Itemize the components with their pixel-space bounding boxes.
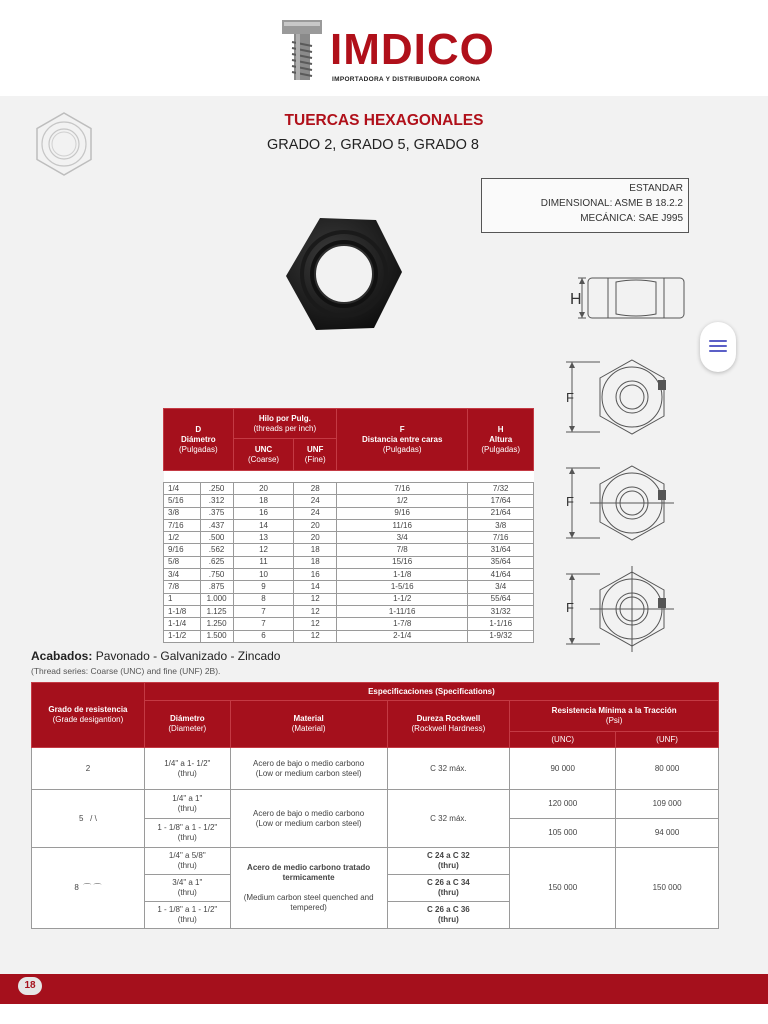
footer — [0, 974, 768, 1024]
col-diameter: D Diámetro (Pulgadas) — [164, 409, 234, 471]
table-cell: 8 — [233, 593, 294, 605]
tensile-unc-cell: 105 000 — [510, 819, 616, 848]
table-row — [164, 495, 534, 507]
label-f1: F — [566, 390, 574, 405]
standard-mechanical: MECÁNICA: SAE J995 — [580, 213, 683, 224]
table-cell: 1.125 — [200, 605, 233, 617]
table-cell: 9/16 — [337, 507, 468, 519]
hardness-cell: C 32 máx. — [387, 790, 510, 848]
table-row — [164, 483, 534, 495]
table-cell: 1-1/4 — [164, 618, 201, 630]
table-cell: 12 — [294, 605, 337, 617]
diameter-cell: 1 - 1/8" a 1 - 1/2" (thru) — [144, 819, 230, 848]
dimensions-table — [163, 408, 534, 643]
table-cell: 20 — [294, 519, 337, 531]
bolt-logo-icon — [282, 20, 322, 82]
table-cell: 6 — [233, 630, 294, 642]
table-cell: 1.000 — [200, 593, 233, 605]
hardness-cell: C 32 máx. — [387, 748, 510, 790]
col-height: H Altura (Pulgadas) — [468, 409, 534, 471]
table-cell: 1/2 — [164, 532, 201, 544]
grade-8-mark-icon: ⌒ ⌒ — [83, 883, 102, 892]
tensile-unc-cell: 120 000 — [510, 790, 616, 819]
table-cell: 1-11/16 — [337, 605, 468, 617]
table-cell: 3/8 — [164, 507, 201, 519]
table-cell: 7 — [233, 618, 294, 630]
grade-cell: 2 — [32, 748, 145, 790]
material-cell: Acero de bajo o medio carbono (Low or medium carbon steel) — [230, 790, 387, 848]
table-cell: 16 — [294, 569, 337, 581]
table-cell: 7/32 — [468, 483, 534, 495]
table-cell: .500 — [200, 532, 233, 544]
page-title: TUERCAS HEXAGONALES — [284, 112, 484, 129]
diameter-cell: 1 - 1/8" a 1 - 1/2" (thru) — [144, 902, 230, 929]
col-diameter: Diámetro (Diameter) — [144, 701, 230, 748]
col-unf: UNF (Fine) — [294, 439, 337, 471]
table-cell: 7/16 — [337, 483, 468, 495]
table-cell: 1-9/32 — [468, 630, 534, 642]
thread-series-note: (Thread series: Coarse (UNC) and fine (UNF) 2B). — [31, 666, 221, 676]
table-cell: 7 — [233, 605, 294, 617]
col-tensile-unc: (UNC) — [510, 732, 616, 748]
table-row — [164, 618, 534, 630]
table-row — [164, 507, 534, 519]
table-cell: 3/8 — [468, 519, 534, 531]
tensile-unf-cell: 94 000 — [616, 819, 719, 848]
table-row — [164, 519, 534, 531]
table-cell: 55/64 — [468, 593, 534, 605]
col-grade: Grado de resistencia (Grade desigantion) — [32, 683, 145, 748]
table-row — [32, 848, 719, 875]
table-cell: 7/8 — [164, 581, 201, 593]
grade-cell: 8 ⌒ ⌒ — [32, 848, 145, 929]
table-cell: 10 — [233, 569, 294, 581]
page-subtitle: GRADO 2, GRADO 5, GRADO 8 — [267, 137, 479, 153]
standard-dimensional: DIMENSIONAL: ASME B 18.2.2 — [540, 198, 683, 209]
table-cell: 1.500 — [200, 630, 233, 642]
table-cell: 14 — [294, 581, 337, 593]
table-cell: 28 — [294, 483, 337, 495]
table-cell: .562 — [200, 544, 233, 556]
col-specifications: Especificaciones (Specifications) — [144, 683, 718, 701]
specifications-table — [31, 682, 719, 929]
label-f3: F — [566, 600, 574, 615]
table-cell: 18 — [294, 556, 337, 568]
hamburger-menu-icon — [709, 350, 727, 352]
diameter-cell: 3/4" a 1" (thru) — [144, 875, 230, 902]
menu-button[interactable] — [700, 322, 736, 372]
table-cell: 17/64 — [468, 495, 534, 507]
table-cell: 18 — [233, 495, 294, 507]
table-cell: 11/16 — [337, 519, 468, 531]
label-f2: F — [566, 494, 574, 509]
table-cell: 1-5/16 — [337, 581, 468, 593]
footer-band — [0, 974, 768, 1004]
table-cell: .250 — [200, 483, 233, 495]
table-cell: 15/16 — [337, 556, 468, 568]
table-row — [164, 556, 534, 568]
table-cell: .437 — [200, 519, 233, 531]
table-cell: 18 — [294, 544, 337, 556]
table-cell: 1 — [164, 593, 201, 605]
table-cell: 2-1/4 — [337, 630, 468, 642]
table-cell: 24 — [294, 507, 337, 519]
table-cell: 31/64 — [468, 544, 534, 556]
table-cell: 5/8 — [164, 556, 201, 568]
table-cell: .312 — [200, 495, 233, 507]
table-cell: .875 — [200, 581, 233, 593]
table-cell: 9 — [233, 581, 294, 593]
table-cell: 7/8 — [337, 544, 468, 556]
table-row — [164, 605, 534, 617]
hardness-cell: C 26 a C 36 (thru) — [387, 902, 510, 929]
grade-cell: 5 / \ — [32, 790, 145, 848]
table-cell: 16 — [233, 507, 294, 519]
brand-name: IMDICO — [330, 25, 495, 74]
table-cell: 9/16 — [164, 544, 201, 556]
col-threads: Hilo por Pulg. (threads per inch) — [233, 409, 336, 439]
hamburger-menu-icon — [709, 345, 727, 347]
table-cell: .750 — [200, 569, 233, 581]
table-cell: 24 — [294, 495, 337, 507]
table-cell: .625 — [200, 556, 233, 568]
table-row — [164, 544, 534, 556]
table-cell: 31/32 — [468, 605, 534, 617]
table-row — [164, 630, 534, 642]
col-tensile: Resistencia Mínima a la Tracción (Psi) — [510, 701, 719, 732]
table-row — [32, 790, 719, 819]
table-cell: 1-7/8 — [337, 618, 468, 630]
table-cell: 1-1/8 — [337, 569, 468, 581]
table-cell: 7/16 — [468, 532, 534, 544]
table-cell: 20 — [294, 532, 337, 544]
table-cell: 3/4 — [164, 569, 201, 581]
col-width-across-flats: F Distancia entre caras (Pulgadas) — [337, 409, 468, 471]
table-cell: 12 — [294, 593, 337, 605]
finishes-line: Acabados: Pavonado - Galvanizado - Zincado — [31, 649, 281, 663]
hamburger-menu-icon — [709, 340, 727, 342]
col-material: Material (Material) — [230, 701, 387, 748]
table-cell: 12 — [294, 618, 337, 630]
table-cell: .375 — [200, 507, 233, 519]
tensile-unc-cell: 90 000 — [510, 748, 616, 790]
label-h: H — [570, 291, 582, 308]
table-cell: 14 — [233, 519, 294, 531]
table-cell: 7/16 — [164, 519, 201, 531]
table-cell: 13 — [233, 532, 294, 544]
table-cell: 41/64 — [468, 569, 534, 581]
dimension-diagrams — [560, 270, 690, 655]
col-unc: UNC (Coarse) — [233, 439, 294, 471]
diameter-cell: 1/4" a 5/8" (thru) — [144, 848, 230, 875]
material-cell: Acero de bajo o medio carbono (Low or medium carbon steel) — [230, 748, 387, 790]
table-cell: 1-1/8 — [164, 605, 201, 617]
table-cell: 12 — [233, 544, 294, 556]
standard-box — [481, 178, 689, 233]
diameter-cell: 1/4" a 1- 1/2" (thru) — [144, 748, 230, 790]
table-cell: 12 — [294, 630, 337, 642]
table-row — [164, 593, 534, 605]
table-cell: 1-1/2 — [337, 593, 468, 605]
page-number: 18 — [18, 977, 42, 995]
table-cell: 3/4 — [337, 532, 468, 544]
tensile-unf-cell: 150 000 — [616, 848, 719, 929]
table-row — [164, 581, 534, 593]
tensile-unf-cell: 80 000 — [616, 748, 719, 790]
table-cell: 11 — [233, 556, 294, 568]
table-cell: 5/16 — [164, 495, 201, 507]
col-tensile-unf: (UNF) — [616, 732, 719, 748]
diameter-cell: 1/4" a 1" (thru) — [144, 790, 230, 819]
header — [0, 0, 768, 96]
standard-heading: ESTANDAR — [629, 183, 683, 194]
table-cell: 1.250 — [200, 618, 233, 630]
table-cell: 21/64 — [468, 507, 534, 519]
table-cell: 20 — [233, 483, 294, 495]
table-cell: 1-1/16 — [468, 618, 534, 630]
table-row — [164, 569, 534, 581]
hex-nut-photo — [280, 212, 406, 338]
table-cell: 1/2 — [337, 495, 468, 507]
table-cell: 1/4 — [164, 483, 201, 495]
table-cell: 3/4 — [468, 581, 534, 593]
grade-5-mark-icon: / \ — [90, 813, 97, 823]
table-cell: 35/64 — [468, 556, 534, 568]
table-cell: 1-1/2 — [164, 630, 201, 642]
brand-tagline: IMPORTADORA Y DISTRIBUIDORA CORONA — [332, 76, 481, 83]
hardness-cell: C 24 a C 32 (thru) — [387, 848, 510, 875]
material-cell: Acero de medio carbono tratado termicamente (Medium carbon steel quenched and tempered) — [230, 848, 387, 929]
tensile-unf-cell: 109 000 — [616, 790, 719, 819]
table-row — [32, 748, 719, 790]
col-hardness: Dureza Rockwell (Rockwell Hardness) — [387, 701, 510, 748]
tensile-unc-cell: 150 000 — [510, 848, 616, 929]
table-row — [164, 532, 534, 544]
hardness-cell: C 26 a C 34 (thru) — [387, 875, 510, 902]
